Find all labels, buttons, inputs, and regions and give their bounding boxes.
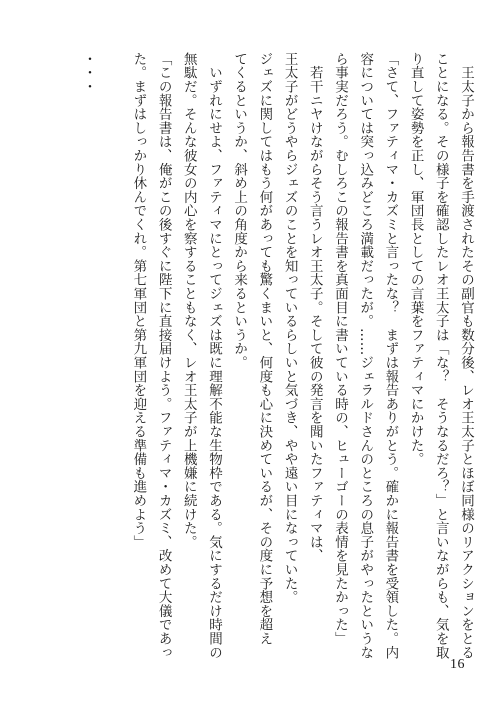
- text-line: ジェズに関してはもう何があっても驚くまいと、何度も心に決めているが、その度に予想を超え: [256, 52, 273, 646]
- text-line: ら事実だろう。むしろこの報告書を真面目に書いている時の、ヒューゴーの表情を見たかった」: [331, 52, 348, 646]
- text-line: 「さて、ファティマ・カズミと言ったな？ まずは報告ありがとう。確かに報告書を受領した。内: [382, 52, 399, 660]
- text-line: ことになる。その様子を確認したレオ王太子は「な？ そうなるだろ？」と言いながらも、気を取: [432, 52, 449, 660]
- text-line: 無駄だ。そんな彼女の内心を察することもなく、レオ王太子が上機嫌に続けた。: [180, 52, 197, 549]
- text-line: 王太子がどうやらジェズのことを知っているらしいと気づき、やや遠い目になっていた。: [281, 52, 298, 604]
- text-line: 若干ニヤけながらそう言うレオ王太子。そして彼の発言を聞いたファティマは、: [306, 52, 323, 563]
- scene-break: ・・・: [79, 52, 96, 94]
- blank-line: [100, 52, 125, 632]
- text-line: 容については突っ込みどころ満載だったが。……ジェラルドさんのところの息子がやったというな: [357, 52, 374, 660]
- text-line: 王太子から報告書を手渡されたその副官も数分後、レオ王太子とほぼ同様のリアクションをとる: [458, 52, 474, 660]
- text-line: てくるというか、斜め上の角度から来るというか。: [231, 52, 248, 370]
- page-number: 16: [450, 657, 465, 672]
- text-line: り直して姿勢を正し、軍団長としての言葉をファティマにかけた。: [407, 52, 424, 466]
- text-line: いずれにせよ、ファティマにとってジェズは既に理解不能な生物枠である。気にするだけ時間の: [205, 52, 222, 660]
- body-text: [18, 52, 478, 660]
- text-line: た。まずはしっかり休んでくれ。第七軍団と第九軍団を迎える準備も進めよう」: [130, 52, 147, 549]
- text-line: 「この報告書は、俺がこの後すぐに陛下に直接届けよう。ファティマ・カズミ、改めて大儀であっ: [155, 52, 172, 660]
